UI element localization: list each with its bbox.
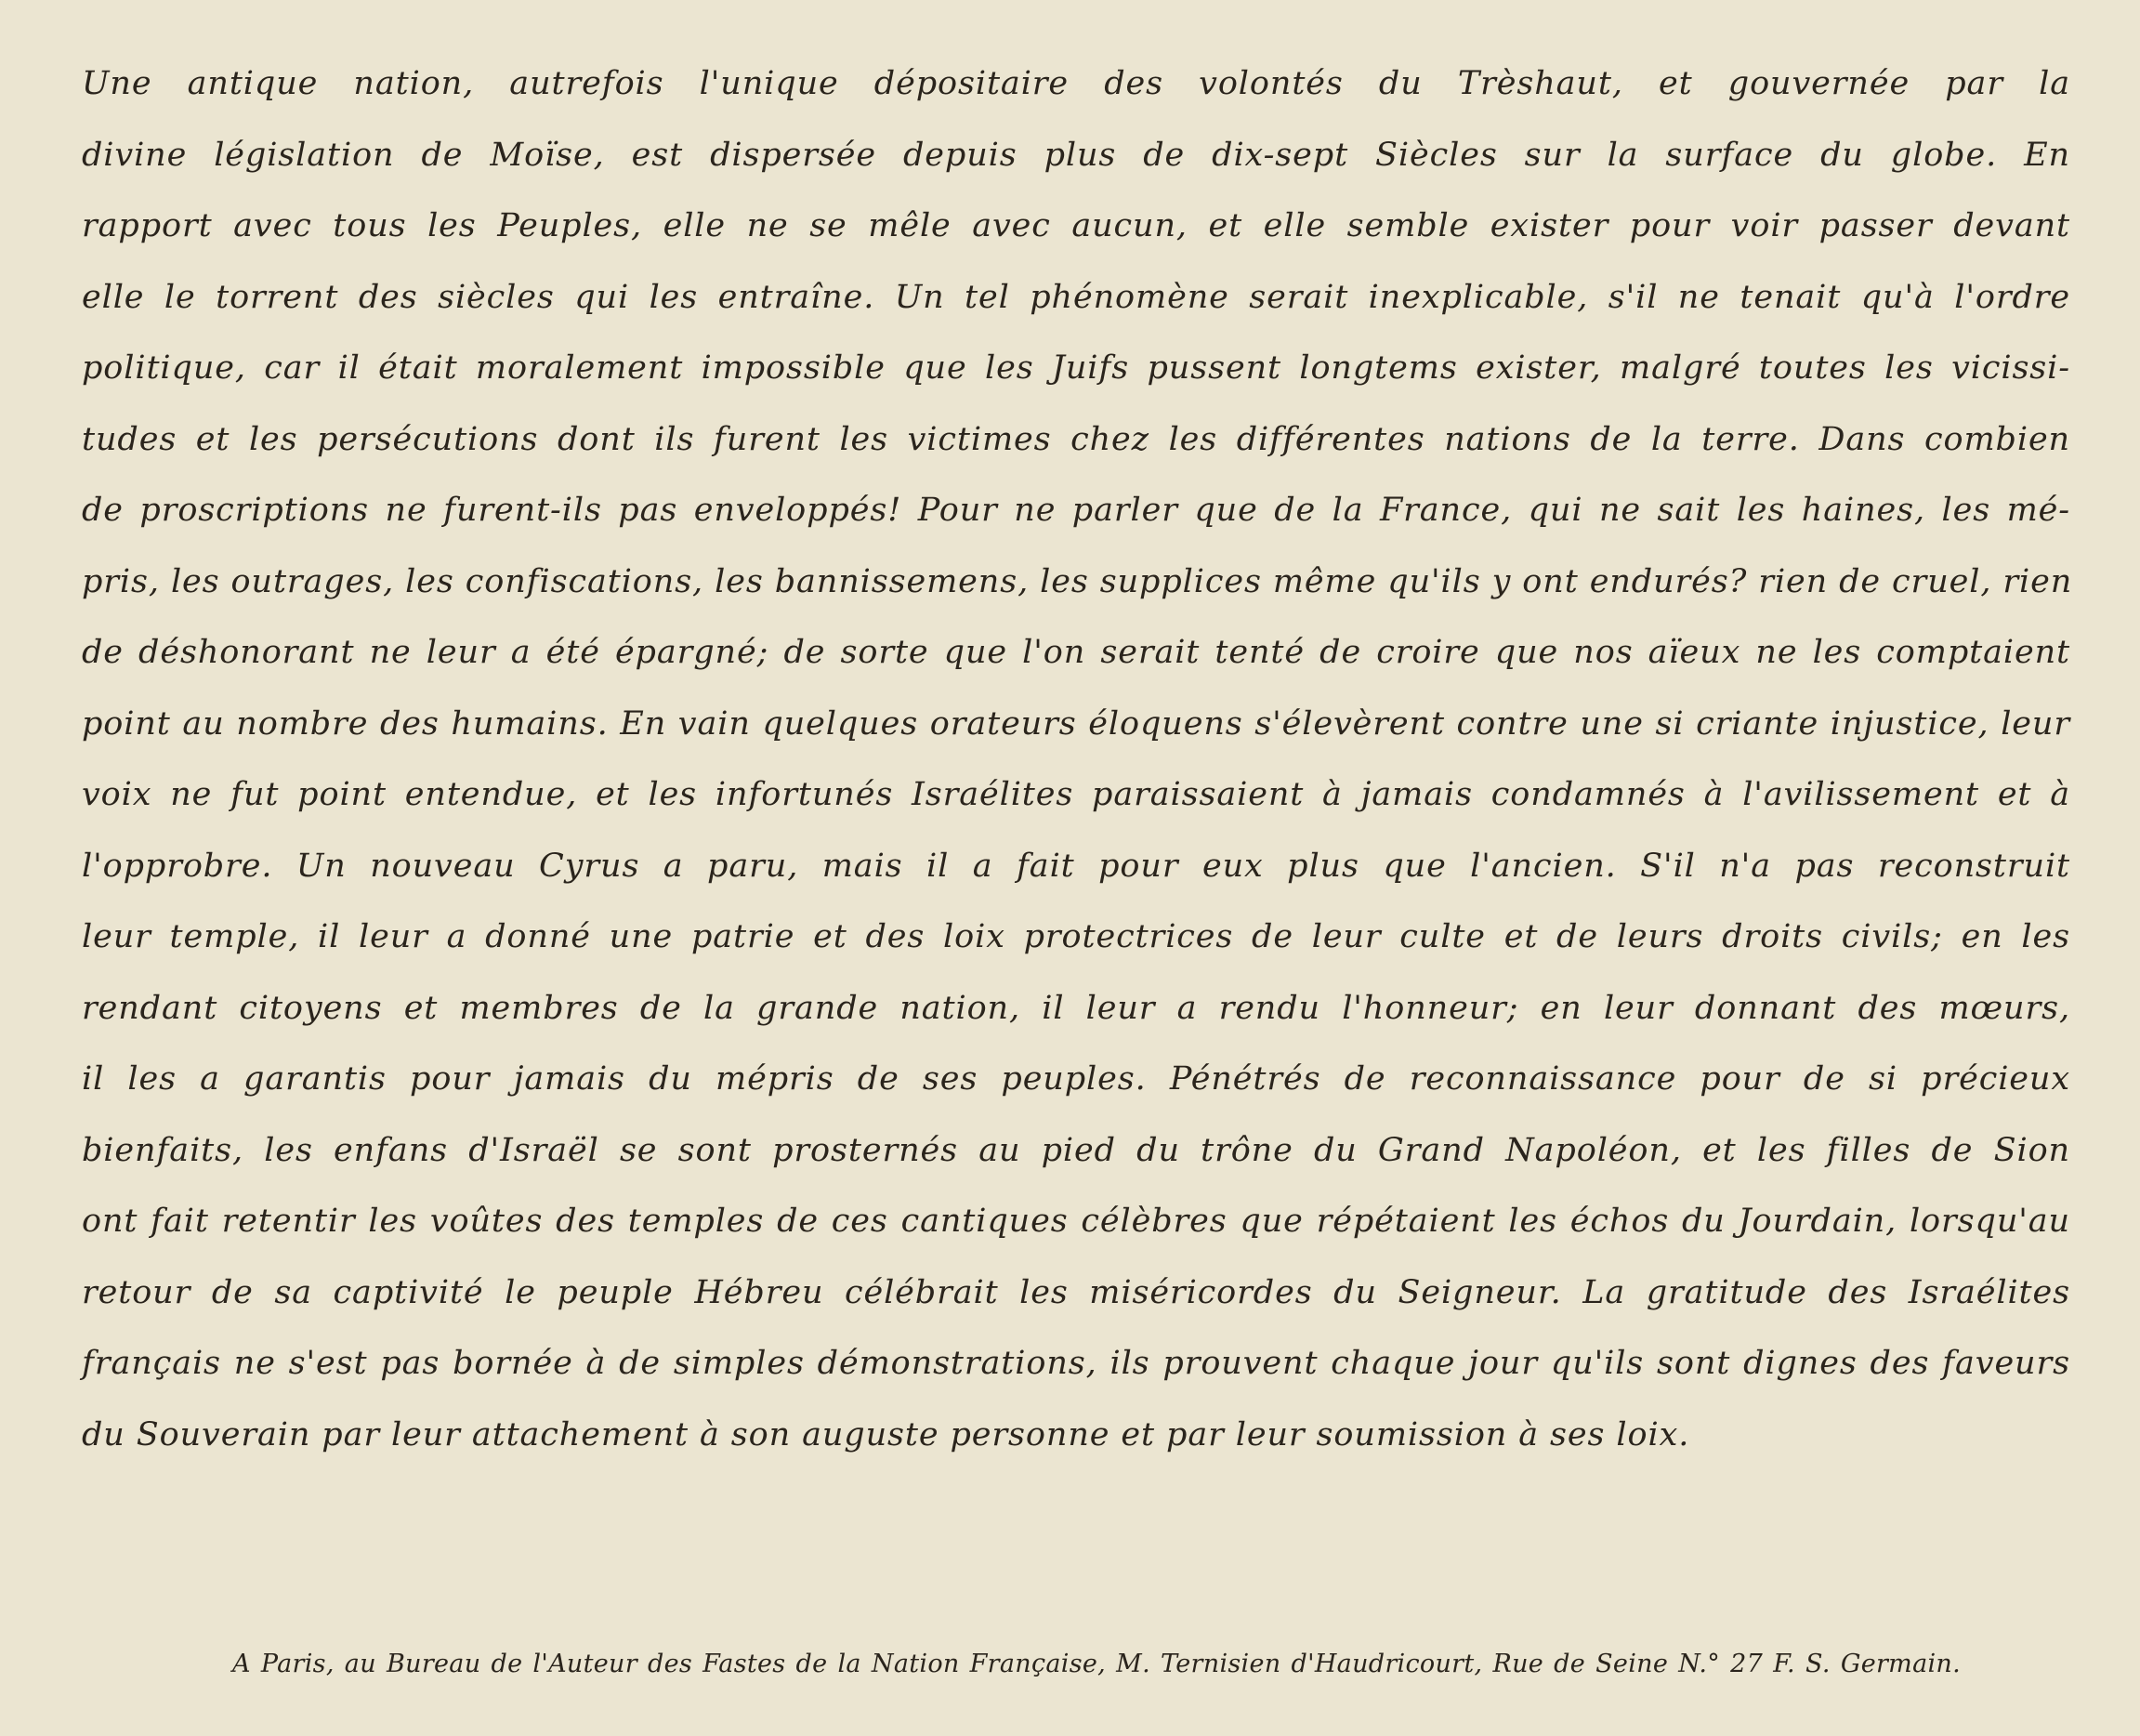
- text-line: du Souverain par leur attachement à son auguste personne et par leur soumission à ses loix.: [82, 1415, 1690, 1453]
- text-line: ont fait retentir les voûtes des temples de ces cantiques célèbres que répétaient les échos du Jourdain, lorsqu'au: [82, 1203, 2070, 1240]
- text-line: retour de sa captivité le peuple Hébreu célébrait les miséricordes du Seigneur. La gratitude des Israélites: [82, 1273, 2070, 1311]
- text-line: tudes et les persécutions dont ils furent les victimes chez les différentes nations de la terre. Dans combien: [82, 420, 2070, 458]
- text-line: de déshonorant ne leur a été épargné; de sorte que l'on serait tenté de croire que nos aïeux ne les comptaient: [82, 634, 2070, 671]
- text-line: il les a garantis pour jamais du mépris de ses peuples. Pénétrés de reconnaissance pour de si précieux: [82, 1060, 2070, 1098]
- text-line: point au nombre des humains. En vain quelques orateurs éloquens s'élevèrent contre une si criante injustice, leur: [82, 704, 2070, 743]
- text-line: Une antique nation, autrefois l'unique dépositaire des volontés du Trèshaut, et gouvernée par la: [82, 65, 2070, 102]
- text-line: voix ne fut point entendue, et les infortunés Israélites paraissaient à jamais condamnés à l'avilissement et à: [82, 776, 2070, 813]
- text-line: divine législation de Moïse, est dispersée depuis plus de dix-sept Siècles sur la surface du globe. En: [82, 136, 2070, 174]
- body-paragraph: [82, 48, 2073, 1470]
- publisher-imprint: A Paris, au Bureau de l'Auteur des Fastes de la Nation Française, M. Ternisien d'Haudricourt, Rue de Seine N.° 27 F. S. Germain.: [232, 1650, 1961, 1678]
- text-line: bienfaits, les enfans d'Israël se sont prosternés au pied du trône du Grand Napoléon, et les filles de Sion: [82, 1131, 2070, 1169]
- text-line: l'opprobre. Un nouveau Cyrus a paru, mais il a fait pour eux plus que l'ancien. S'il n'a pas reconstruit: [82, 847, 2070, 885]
- text-line: français ne s'est pas bornée à de simples démonstrations, ils prouvent chaque jour qu'ils sont dignes des faveurs: [82, 1345, 2070, 1382]
- text-line: elle le torrent des siècles qui les entraîne. Un tel phénomène serait inexplicable, s'il ne tenait qu'à l'ordre: [82, 278, 2070, 316]
- text-line: rendant citoyens et membres de la grande nation, il leur a rendu l'honneur; en leur donnant des mœurs,: [82, 989, 2070, 1027]
- text-line: de proscriptions ne furent-ils pas enveloppés! Pour ne parler que de la France, qui ne sait les haines, les mé-: [82, 492, 2070, 529]
- text-line: pris, les outrages, les confiscations, les bannissemens, les supplices même qu'ils y ont endurés? rien de cruel, rien: [82, 562, 2073, 600]
- text-line: politique, car il était moralement impossible que les Juifs pussent longtems exister, malgré toutes les vicissi-: [82, 349, 2070, 387]
- text-line: leur temple, il leur a donné une patrie et des loix protectrices de leur culte et de leurs droits civils; en les: [82, 918, 2070, 955]
- text-line: rapport avec tous les Peuples, elle ne se mêle avec aucun, et elle semble exister pour voir passer devant: [82, 207, 2070, 244]
